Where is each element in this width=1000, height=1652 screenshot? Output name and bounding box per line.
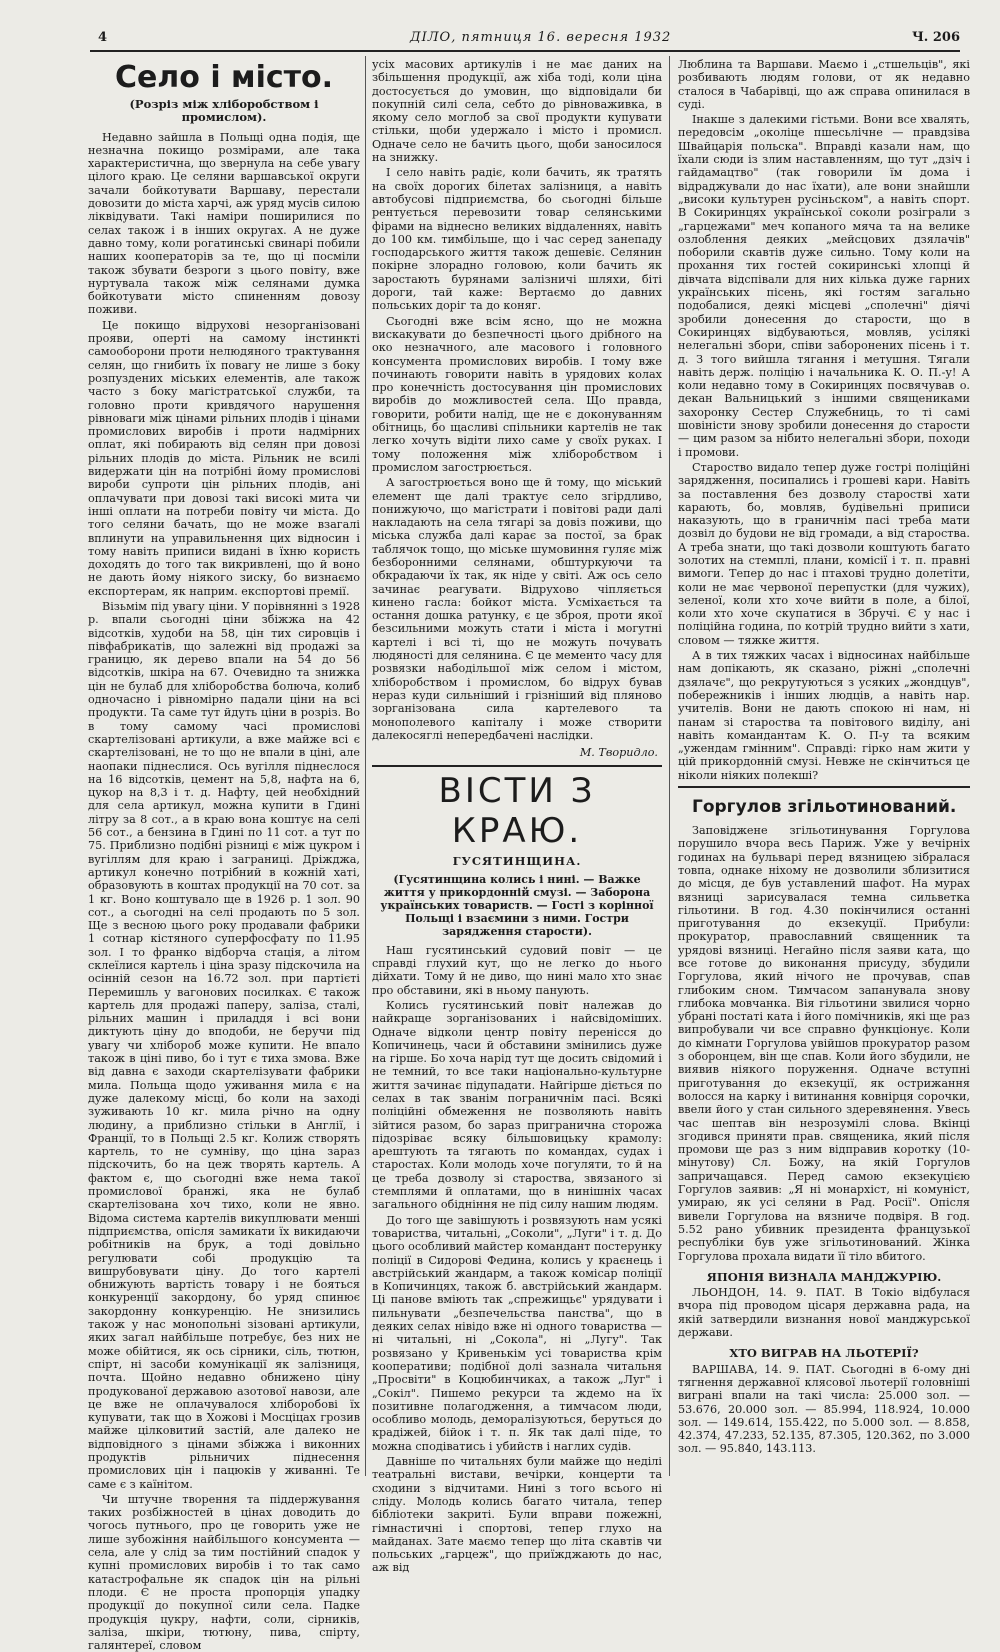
paragraph: ВАРШАВА, 14. 9. ПАТ. Сьогодні в 6-ому дні тягнення державної клясової льотерії головніші виграні впали на такі числа: 25.000 зол. — 53.676, 20.000 зол. — 85.994, 118.924, 10.000 зол. — 149.614, 155.422, по 5.000 зол. — 8.858, 42.374, 47.233, 52.135, 87.305, 120.362, по 3.000 зол. — 95.840, 143.113.	[678, 1362, 970, 1456]
paragraph: Недавно зайшла в Польщі одна подія, ще незначна покищо розмірами, але така характеристична, що звернула на себе увагу цілого краю. Це селяни варшавської округи зачали бойкотувати Варшаву, перестали довозити до міста харчі, аж уряд мусів силою ліквідувати. Такі наміри поширилися по селах також і в інших округах. А не дуже давно тому, коли рогатинські свинарі побили наших кооператорів за те, що ці посміли також збувати безроги з цього повіту, вже нуртувала також між селянами думка бойкотувати місто спиненням довозу поживи.	[88, 130, 360, 317]
column-right	[678, 58, 970, 1478]
article-title: ХТО ВИГРАВ НА ЛЬОТЕРІЇ?	[729, 1346, 919, 1361]
column-rule	[365, 56, 366, 1476]
column-rule	[669, 56, 670, 1476]
paragraph: Староство видало тепер дуже гострі поліційні зарядження, посипались і грошеві кари. Навіть за поставлення без дозволу старостві хати карають, бо, мовляв, будівельні приписи наказують, що в граничнім пасі треба мати дозвіл до будови не від громади, а від староства. А треба знати, що такі дозволи коштують багато золотих на стемплі, плани, комісії і т. п. правні вимоги. Тепер до нас і птахові трудно долетіти, коли не має червоної перепустки (для чужих), зеленої, коли хто хоче вийти в поле, а білої, коли хто хоче скупатися в Збручі. Є у нас і поліційна година, по котрій трудно вийти з хати, словом — тяжке життя.	[678, 460, 970, 647]
page-header	[90, 28, 960, 52]
paragraph: Давніше по читальнях були майже що неділі театральні вистави, вечірки, концерти та сходини з відчитами. Нині з того всього ні сліду. Молодь колись багато читала, тепер бібліотеки закриті. Були вправи пожежні, гімнастичні і спортові, тепер глухо на майданах. Зате маємо тепер що літа скавтів чи польських „гарцеж", що приїжджають до нас, аж від	[372, 1455, 662, 1575]
section-heading: ВІСТИ З КРАЮ.	[438, 771, 596, 852]
section-divider	[678, 786, 970, 788]
column-middle	[372, 58, 662, 1575]
paragraph: Інакше з далекими гістьми. Вони все хвалять, передовсім „околіце пшесьлічне — правдзіва Швайцарія польска". Вправді казали нам, що їхали сюди із злим наставленням, що тут „дзіч і гайдамацтво" (так говорили їм дома і відраджували до нас їхати), але вони знайшли „високи культурен русіньском", а навіть спорт. В Сокиринцях української соколи розіграли з „гарцежами" меч копаного мяча та на велике озлоблення деяких „мейсцових дзялачів" поборили скавтів дуже сильно. Тому коли на прохання тих гостей сокиринські хлопці й дівчата відспівали для них кілька дуже гарних українських пісень, які гостям загально подобалися, деякі місцеві „сполечні" діячі зробили донесення до старости, що в Сокиринцях відбуваються, мовляв, усілякі нелегальні збори, співи заборонених пісень і т. д. З того вийшла тягання і метушня. Тягали навіть держ. поліцію і начальника К. О. П.-у! А коли недавно тому в Сокиринцях посвячував о. декан Вальницький з іншими священиками захоронку Сестер Служебниць, то ті самі шовіністи знову зробили донесення до старости — цим разом за нібито нелегальні збори, походи і промови.	[678, 113, 970, 459]
paragraph: А в тих тяжких часах і відносинах найбільше нам допікають, як сказано, ріжні „сполечні дзялачє", що рекрутуються з усяких „жондцув", побережників і інших людців, а навіть нар. учителів. Вони не дають спокою ні нам, ні панам зі староства та повітового виділу, ані навіть командантам К. О. П-у та всяким „ужендам гмінним". Справді: гірко нам жити у цій прикордонній смузі. Невже не скінчиться це ніколи ніяких полекші?	[678, 649, 970, 782]
paragraph: Це покищо відрухові незорганізовані прояви, оперті на самому інстинкті самооборони проти нелюдяного трактування селян, що гнибить їх повагу не лише з боку розпуздених міських елементів, але також часто з боку магістратської служби, та головно проти кривдячого нарушення рівноваги між цінами рільних плодів і цінами промислових виробів і проти надмірних оплат, які побирають від селян при довозі рільних плодів до міста. Рільник не всилі видержати цін на потрібні йому промислові вироби супроти цін рільних плодів, ані оплачувати при довозі такі високі мита чи інші оплати на потреби повіту чи міста. До того селяни бачать, що не може взагалі вплинути на управильнення цих відносин і тому навіть приписи видані в їхню користь доходять до того так викривлені, що й воно не дають йому ніякого зиску, бо визнаємо експортерам, як наприм. експортові премії.	[88, 318, 360, 598]
paragraph: Колись гусятинський повіт належав до найкраще зорганізованих і найсвідоміших. Одначе відколи центр повіту перенісся до Копичинець, часи й обставини змінились дуже на гірше. Бо хоча нарід тут ще досить свідомий і не темний, то все таки національно-культурне життя зачинає підупадати. Найгірше діється по селах в так званім пограничнім пасі. Всякі поліційні обмеження не позволяють навіть зійтися разом, бо зараз пригранична сторожа підозріває всяку більшовицьку крамолу: арештують та тягають по командах, судах і старостах. Коли молодь хоче погуляти, то й на це треба дозволу зі староства, звязаного зі стемплями й оплатами, що в нинішніх часах загального обідніння не під силу нашим людям.	[372, 998, 662, 1212]
masthead-title: ДІЛО, пятниця 16. вересня 1932	[410, 30, 672, 45]
paragraph: І село навіть радіє, коли бачить, як тратять на своїх дорогих білетах залізниця, а навіть автобусові підприємства, бо сьогодні більше рентується перевозити товар селянськими фірами на віднесно великих віддаленнях, навіть до 100 км. тимбільше, що і час серед занепаду господарського життя також дешевіє. Селянин покірне злорадно головою, коли бачить як заростають бурянами залізничі шляхи, біті дороги, тай каже: Вертаємо до давних польських доріг та до коняг.	[372, 166, 662, 313]
paragraph: Сьогодні вже всім ясно, що не можна вискакувати до безпечності цього дрібного на око незначного, але масового і головного консумента промислових виробів. І тому вже починають говорити навіть в урядових колах про конечність достосування цін промислових виробів до можливостей села. Що правда, говорити, робити налід, ще не є доконуванням обітниць, бо щасливі спільники картелів не так легко хочуть відіти лихо саме у своїх руках. І тому положення між хліборобством і промислом загострюється.	[372, 314, 662, 474]
paragraph: Наш гусятинський судовий повіт — це справді глухий кут, що не легко до нього дійхати. Тому й не диво, що нині мало хто знає про обставини, які в ньому панують.	[372, 943, 662, 997]
paragraph: ЛЬОНДОН, 14. 9. ПАТ. В Токіо відбулася вчора під проводом цісаря державна рада, на якій затвердили визнання нової манджурської держави.	[678, 1286, 970, 1340]
article-title: ЯПОНІЯ ВИЗНАЛА МАНДЖУРІЮ.	[706, 1269, 942, 1284]
paragraph: Чи штучне творення та піддержування таких розбіжностей в цінах доводить до чогось путнього, про це говорить уже не лише зубожіння найбільшого консумента — села, але у слід за тим постійний спадок у купні промислових виробів і то так само катастрофальне як спадок цін на рільні плоди. Є не проста пропорція упадку продукції до покупної сили села. Падке продукція цукру, нафти, соли, сірників, заліза, шкіри, тютюну, пива, спірту, галянтереї, словом	[88, 1492, 360, 1652]
paragraph: Візьмім під увагу ціни. У порівнянні з 1928 р. впали сьогодні ціни збіжжа на 42 відсотків, худоби на 58, цін тих сировців і півфабрикатів, що залежні від продажі за границю, як дерево впали на 54 до 56 відсотків, шкіра на 67. Очевидно та знижка цін не булаб для хліборобства болюча, колиб одночасно і рівномірно падали ціни на всі продукти. Та саме тут йдуть ціни в розріз. Во в тому самому часі промислові скартелізовані артикули, а вже майже всі є скартелізовані, не то що не впали в ціні, але наопаки піднеслися. Ось вугілля піднеслося на 16 відсотків, цемент на 5,8, нафта на 6, цукор на 8,3 і т. д. Нафту, цей необхідний для села артикул, можна купити в Гдині літру за 8 сот., а в краю вона коштує на селі 56 сот., а бензина в Гдині по 11 сот. а тут по 75. Приблизно подібні різниці є між цукром і вугіллям для краю і заграниці. Дріжджа, артикул конечно потрібний в кожній хаті, образовують в коштах продукції на 70 сот. за 1 кг. Воно коштувало ще в 1926 р. 1 зол. 90 сот., а сьогодні на селі продають по 5 зол. Ще з весною цього року продавали фабрики 1 сотнар кістяного суперфосфату по 11.95 зол. І то франко відборча стація, а літом склеїлися картель і ціна зразу підскочила на осінній сезон на 16.72 зол. при партієті Перемишль у вагонових посилках. Є також картель для продажі паперу, заліза, сталі, рільних машин і приладдя і всі вони диктують ціну до вподоби, не беручи під увагу чи хлібороб може купити. Не впало також в ціні пиво, бо і тут є тиха змова. Вже від давна є заходи скартелізувати фабрики мила. Польща щодо уживання мила є на дуже далекому місці, бо коли на заході зуживають 10 кг. мила річно на одну людину, а приблизно стільки в Англії, і Франції, то в Польщі 2.5 кг. Колиж створять картель, то не сумніву, що ціна зараз підскочить, бо на цеж творять картель. А фактом є, що сьогодні вже нема такої промислової бранжі, яка не булаб скартелізована хоч тихо, коли не явно. Відома система картелів викуплювати менші підприємства, опісля замикати їх викидаючи робітників на брук, а тоді довільно регулювати собі продукцію та вишрубовувати ціну. До того картелі обнижують вартість товару і не бояться конкуренції закордону, бо уряд спинює закордонну конкуренцію. Не знизились також у нас монопольні зізовані артикули, яких загал найбільше потребує, без них не може обійтися, як ось сірники, сіль, тютюн, спірт, ні засоби комунікації як залізниця, почта. Щойно недавно обнижено ціну продукованої державою азотової навози, але це вже не оплачувалося хліборобові їх купувати, так що в Хожові і Мосціцах грозив майже цілковитий застій, але далеко не відповідного з цінами збіжжа і виконних продуктів рільничих піднесення промислових цін і пацюків у живанні. Те саме є з каїнітом.	[88, 599, 360, 1491]
paragraph: Люблина та Варшави. Маємо і „стшельців", які розбивають людям голови, от як недавно сталося в Чабарівці, що аж справа опинилася в суді.	[678, 58, 970, 111]
section-subheading: ГУСЯТИНЩИНА.	[452, 854, 582, 869]
article-subtitle: (Розріз між хліборобством і промислом).	[129, 97, 319, 125]
paragraph: До того ще завішують і розвязують нам усякі товариства, читальні, „Соколи", „Луги" і т. д. До цього особливий майстер командант постерунку поліції в Сидорові Федина, колись у краєнець і австрійський жандарм, а також комісар поліції в Копичинцях, також б. австрійський жандарм. Ці панове вміють так „спрежищьє" урядувати і пильнувати „безпечельства панства", що в деяких селах нівідо вже ні одного товариства — ні читальні, ні „Сокола", ні „Лугу". Так розвязано у Кривенькім усі товариства крім кооперативи; подібної долі зазнала читальня „Просвіти" в Коцюбинчиках, а також „Луг" і „Сокіл". Пишемо рекурси та ждемо на їх позитивне полагодження, а тимчасом люди, особливо молодь, деморалізуються, беруться до крадіжей, бійок і т. п. Як так далі піде, то можна сподіватись і убийств і наглих судів.	[372, 1213, 662, 1453]
paragraph: Заповіджене згільотинування Горгулова порушило вчора весь Париж. Уже у вечірніх годинах на бульварі перед вязницею зібралася товпа, однаке ніхому не дозволили зблизитися до місця, де був уставлений шафот. На мурах вязниці зарисувалася темна сильветка гільотини. В год. 4.30 покінчилися останні приготування до екзекуції. Прибули: прокуратор, православний священник та урядові вязниці. Негайно після заяви ката, що все готове до виконання присуду, збудили Горгулова, який нічого не прочував, спав глибоким сном. Тимчасом запанувала знову глибока мовчанка. Вія гільотини звилися чорно убрані постаті ката і його помічників, які ще раз випробували чи все справно функціонує. Коли до кімнати Горгулова увійшов прокуратор разом з оборонцем, він ще спав. Коли його збудили, не виявив ніякого поруження. Одначе вступні приготування до екзекуції, як острижання волосся на карку і витинання ковнірця сорочки, ввели його у стан сильного здеревянення. Увесь час шептав він незрозумілі слова. Вкінці згодився приняти прав. священика, який після промови ще раз з ним відправив коротку (10-мінутову) Сл. Божу, на якій Горгулов запричащався. Перед самою екзекуцією Горгулов заявив: „Я ні монархіст, ні комуніст, умираю, як усі селяни в Рад. Росії". Опісля вивели Горгулова на вязниче подвіря. В год. 5.52 рано убивник президента французької республіки був уже згільотинований. Жінка Горгулова прохала видати її тіло вбитого.	[678, 824, 970, 1263]
issue-number: Ч. 206	[911, 30, 960, 45]
article-title: Село і місто.	[114, 60, 334, 95]
article-title: Горгулов згільотинований.	[692, 797, 957, 818]
paragraph: усіх масових артикулів і не має даних на збільшення продукції, аж хіба тоді, коли ціна достосується до умовин, що відповідали би покупній силі села, себто до рівноваживка, в якому село моглоб за свої продукти купувати стільки, щоби удержало і місто і промисл. Одначе село не бачить цього, щоби заносилося на знижку.	[372, 58, 662, 165]
author-signature: М. Творидло.	[579, 746, 658, 760]
article-lead: (Гусятинщина колись і нині. — Важке життя у прикордонній смузі. — Заборона українських товариств. — Гості з корінної Польщі і взаємини з ними. Гостри зарядження старости).	[380, 872, 654, 938]
paragraph: А загострюється воно ще й тому, що міський елемент ще далі трактує село згірдливо, понижуючо, що магістрати і повітові ради далі накладають на села тягарі за довіз поживи, що міська служба далі карає за постої, за брак таблячок тощо, що міське шумовиння гуляє між безборонними селянами, обштуркуючи та обкрадаючи їх так, як ніде у світі. Аж ось село зачинає реагувати. Відрухово чіпляється кинено гасла: бойкот міста. Усміхається та остання дошка ратунку, є це зброя, проти якої безсильними можуть стати і міста і могутні картелі і всі ті, що не можуть почувать людяності для селянина. Є це мементо часу для розвязки набодільшої між селом і містом, хліборобством і промислом, бо відрух бував нераз куди сильніший і грізніший від пляново зорганізована сила картелевого та монополевого капіталу і може створити далекосяглі непередбачені наслідки.	[372, 476, 662, 742]
page-number: 4	[98, 30, 108, 45]
section-divider	[372, 765, 662, 767]
column-left	[88, 58, 360, 1652]
